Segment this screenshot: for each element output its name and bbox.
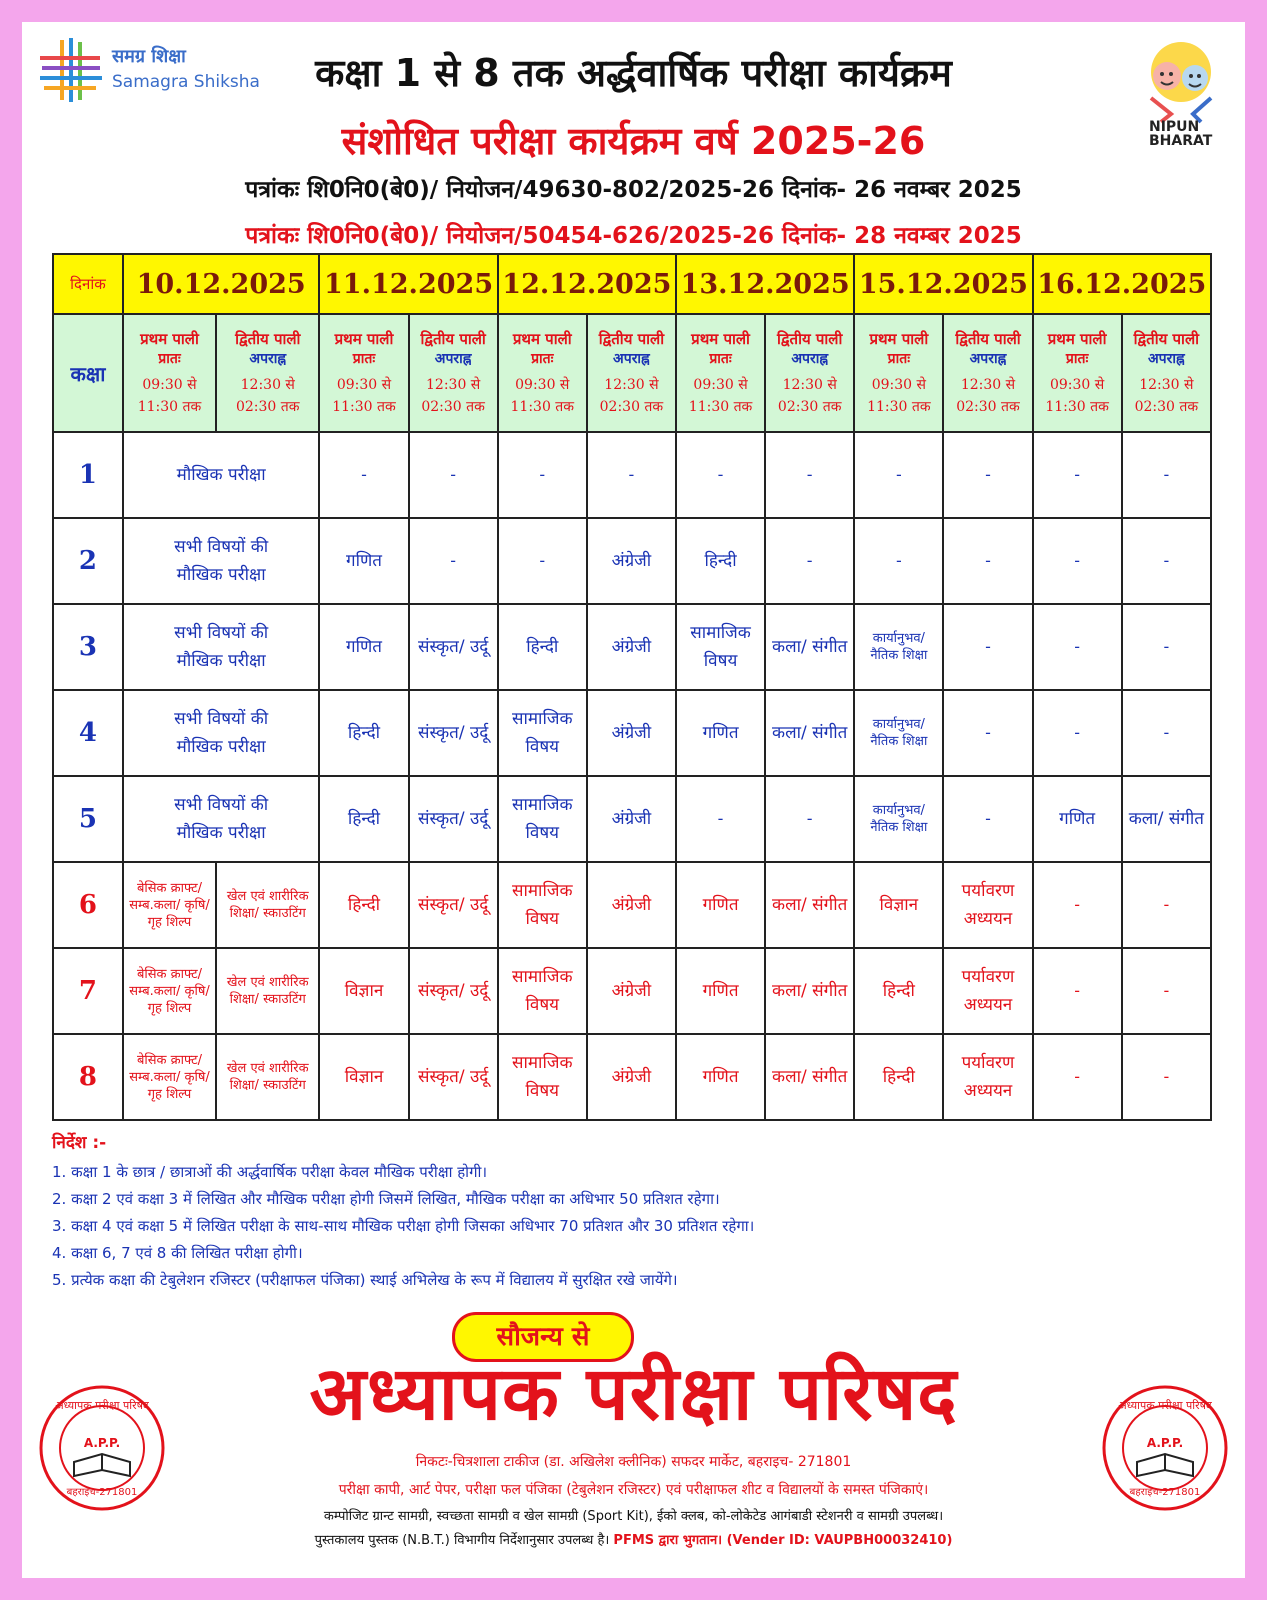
empty-slot: - (943, 432, 1032, 518)
empty-slot: - (1122, 690, 1211, 776)
shift-time-end: 11:30 तक (1045, 398, 1109, 415)
subject-cell: सामाजिक विषय (498, 690, 587, 776)
subject-cell: अंग्रेजी (587, 604, 676, 690)
materials-line: कम्पोजिट ग्रान्ट सामग्री, स्वच्छता सामग्री व खेल सामग्री (Sport Kit), ईको क्लब, को-लोकेटेड आगंबाडी स्टेशनरी व सामग्री उपलब्ध। (323, 1509, 944, 1524)
subject-cell: अंग्रेजी (587, 776, 676, 862)
empty-slot: - (765, 432, 854, 518)
empty-slot: - (1033, 432, 1122, 518)
shift-name: प्रथम पाली (1047, 329, 1107, 348)
shift-time (679, 374, 762, 418)
subject-cell: सामाजिक विषय (498, 776, 587, 862)
empty-slot: - (943, 604, 1032, 690)
class-row (53, 1034, 1211, 1120)
shift-time (857, 374, 940, 418)
shift-time-start: 12:30 से (782, 376, 837, 393)
subject-cell: पर्यावरण अध्ययन (943, 948, 1032, 1034)
subject-cell: गणित (1033, 776, 1122, 862)
subject-cell: गणित (319, 604, 408, 690)
subject-cell: हिन्दी (319, 776, 408, 862)
empty-slot: - (498, 432, 587, 518)
page-subtitle: संशोधित परीक्षा कार्यक्रम वर्ष 2025-26 (341, 119, 926, 163)
subject-cell: विज्ञान (854, 862, 943, 948)
empty-slot: - (1033, 518, 1122, 604)
library-text: पुस्तकालय पुस्तक (N.B.T.) विभागीय निर्देशानुसार उपलब्ध है। (314, 1533, 610, 1548)
shift-time (219, 374, 316, 418)
oral-exam-cell: मौखिक परीक्षा (123, 432, 320, 518)
shift-name: द्वितीय पाली (598, 329, 665, 348)
shift-time-start: 09:30 से (142, 376, 197, 393)
empty-slot: - (319, 432, 408, 518)
empty-slot: - (854, 518, 943, 604)
logo-english-text: Samagra Shiksha (112, 72, 260, 92)
class-number: 6 (53, 862, 123, 948)
shift-period: अपराह्न (613, 350, 650, 367)
empty-slot: - (1122, 432, 1211, 518)
subject-cell: सामाजिक विषय (498, 862, 587, 948)
craft-subject-cell: बेसिक क्राफ्ट/ सम्ब.कला/ कृषि/ गृह शिल्प (123, 862, 216, 948)
sports-subject-cell: खेल एवं शारीरिक शिक्षा/ स्काउटिंग (216, 948, 319, 1034)
subject-cell: हिन्दी (319, 690, 408, 776)
subject-cell: कला/ संगीत (765, 690, 854, 776)
instruction-item: 2. कक्षा 2 एवं कक्षा 3 में लिखित और मौखिक परीक्षा होगी जिसमें लिखित, मौखिक परीक्षा का अधिभार 50 प्रतिशत रहेगा। (52, 1190, 720, 1208)
shift-time (501, 374, 584, 418)
subject-cell: विज्ञान (319, 948, 408, 1034)
date-label: दिनांक (53, 254, 123, 314)
subject-cell: अंग्रेजी (587, 690, 676, 776)
shift-time-end: 02:30 तक (235, 398, 300, 415)
empty-slot: - (676, 432, 765, 518)
subject-cell: कला/ संगीत (765, 1034, 854, 1120)
class-number: 1 (53, 432, 123, 518)
products-line: परीक्षा कापी, आर्ट पेपर, परीक्षा फल पंजिका (टेबुलेशन रजिस्टर) एवं परीक्षाफल शीट व विद्यालयों के समस्त पंजिकाएं। (338, 1482, 929, 1498)
instruction-item: 3. कक्षा 4 एवं कक्षा 5 में लिखित परीक्षा के साथ-साथ मौखिक परीक्षा होगी जिसका अधिभार 70 प्रतिशत और 30 प्रतिशत रहेगा। (52, 1217, 755, 1235)
shift-period: अपराह्न (249, 350, 287, 367)
exam-schedule-table (52, 253, 1212, 1121)
date-cell: 16.12.2025 (1033, 254, 1211, 314)
pfms-text: PFMS द्वारा भुगतान। (Vender ID: VAUPBH00032410) (613, 1533, 953, 1548)
first-shift-header (498, 314, 587, 432)
shift-time-start: 09:30 से (1049, 376, 1105, 393)
reference-line-2: पत्रांकः शि0नि0(बे0)/ नियोजन/50454-626/2025-26 दिनांक- 28 नवम्बर 2025 (245, 223, 1022, 249)
sports-subject-cell: खेल एवं शारीरिक शिक्षा/ स्काउटिंग (216, 862, 319, 948)
shift-time (412, 374, 495, 418)
oral-exam-cell: सभी विषयों की मौखिक परीक्षा (123, 604, 320, 690)
subject-cell: हिन्दी (319, 862, 408, 948)
subject-cell: पर्यावरण अध्ययन (943, 862, 1032, 948)
shift-period: अपराह्न (1147, 350, 1185, 367)
subject-cell: हिन्दी (676, 518, 765, 604)
class-number: 2 (53, 518, 123, 604)
empty-slot: - (587, 432, 676, 518)
class-number: 4 (53, 690, 123, 776)
shift-name: द्वितीय पाली (235, 329, 301, 348)
subject-cell: कला/ संगीत (1122, 776, 1211, 862)
class-row (53, 948, 1211, 1034)
subject-cell: कला/ संगीत (765, 948, 854, 1034)
subject-cell: पर्यावरण अध्ययन (943, 1034, 1032, 1120)
shift-time-end: 02:30 तक (1134, 398, 1199, 415)
shift-period: अपराह्न (791, 350, 829, 367)
craft-subject-cell: बेसिक क्राफ्ट/ सम्ब.कला/ कृषि/ गृह शिल्प (123, 1034, 216, 1120)
subject-cell: अंग्रेजी (587, 862, 676, 948)
shift-period: प्रातः (1065, 350, 1089, 367)
oral-exam-cell: सभी विषयों की मौखिक परीक्षा (123, 518, 320, 604)
shift-time (322, 374, 405, 418)
instruction-item: 1. कक्षा 1 के छात्र / छात्राओं की अर्द्धवार्षिक परीक्षा केवल मौखिक परीक्षा होगी। (52, 1163, 488, 1181)
empty-slot: - (765, 776, 854, 862)
subject-cell: संस्कृत/ उर्दू (409, 1034, 498, 1120)
date-cell: 10.12.2025 (123, 254, 320, 314)
shift-time-start: 12:30 से (240, 376, 295, 393)
subject-cell: हिन्दी (854, 1034, 943, 1120)
subject-cell: कार्यानुभव/ नैतिक शिक्षा (854, 604, 943, 690)
class-number: 8 (53, 1034, 123, 1120)
oral-exam-cell: सभी विषयों की मौखिक परीक्षा (123, 776, 320, 862)
shift-name: प्रथम पाली (140, 329, 199, 348)
class-row (53, 432, 1211, 518)
empty-slot: - (1122, 1034, 1211, 1120)
subject-cell: कार्यानुभव/ नैतिक शिक्षा (854, 690, 943, 776)
class-label: कक्षा (53, 314, 123, 432)
subject-cell: अंग्रेजी (587, 518, 676, 604)
subject-cell: संस्कृत/ उर्दू (409, 948, 498, 1034)
shift-time-start: 12:30 से (426, 376, 481, 393)
library-line (22, 1530, 1245, 1548)
empty-slot: - (943, 518, 1032, 604)
class-number: 7 (53, 948, 123, 1034)
empty-slot: - (1033, 1034, 1122, 1120)
shift-time-end: 11:30 तक (510, 398, 575, 415)
shift-name: द्वितीय पाली (420, 329, 486, 348)
shift-time (1125, 374, 1208, 418)
subject-cell: हिन्दी (498, 604, 587, 690)
subject-cell: अंग्रेजी (587, 1034, 676, 1120)
shift-time-end: 11:30 तक (332, 398, 396, 415)
empty-slot: - (409, 432, 498, 518)
subject-cell: संस्कृत/ उर्दू (409, 862, 498, 948)
shift-period: प्रातः (887, 350, 911, 367)
empty-slot: - (943, 690, 1032, 776)
shift-time-start: 09:30 से (515, 376, 570, 393)
org-seal-left: अध्यापक परीक्षा परिषद A.P.P. बहराइच-271801 (38, 1384, 166, 1512)
reference-line-1: पत्रांकः शि0नि0(बे0)/ नियोजन/49630-802/2025-26 दिनांक- 26 नवम्बर 2025 (245, 177, 1022, 203)
subject-cell: सामाजिक विषय (498, 1034, 587, 1120)
shift-period: प्रातः (352, 350, 376, 367)
shift-period: अपराह्न (969, 350, 1007, 367)
class-row (53, 518, 1211, 604)
shift-name: द्वितीय पाली (1133, 329, 1199, 348)
first-shift-header (123, 314, 216, 432)
instruction-item: 5. प्रत्येक कक्षा की टेबुलेशन रजिस्टर (परीक्षाफल पंजिका) स्थाई अभिलेख के रूप में विद्यालय में सुरक्षित रखे जायेंगे। (52, 1271, 678, 1289)
shift-name: प्रथम पाली (869, 329, 929, 348)
shift-period: प्रातः (531, 350, 554, 367)
shift-time-end: 02:30 तक (421, 398, 485, 415)
class-row (53, 604, 1211, 690)
instructions (52, 1130, 1232, 1294)
page-title: कक्षा 1 से 8 तक अर्द्धवार्षिक परीक्षा कार्यक्रम (315, 51, 952, 95)
empty-slot: - (1033, 604, 1122, 690)
shift-period: अपराह्न (434, 350, 472, 367)
sports-subject-cell: खेल एवं शारीरिक शिक्षा/ स्काउटिंग (216, 1034, 319, 1120)
subject-cell: हिन्दी (854, 948, 943, 1034)
shift-time-start: 12:30 से (960, 376, 1016, 393)
logo-hindi-text: समग्र शिक्षा (112, 46, 186, 67)
shift-time-start: 12:30 से (604, 376, 659, 393)
subject-cell: अंग्रेजी (587, 948, 676, 1034)
class-number: 5 (53, 776, 123, 862)
second-shift-header (943, 314, 1032, 432)
shift-time-end: 11:30 तक (867, 398, 931, 415)
address-line: निकटः-चित्रशाला टाकीज (डा. अखिलेश क्लीनिक) सफदर मार्केट, बहराइच- 271801 (415, 1454, 852, 1470)
shift-time (126, 374, 213, 418)
first-shift-header (854, 314, 943, 432)
shift-time (768, 374, 851, 418)
second-shift-header (409, 314, 498, 432)
shift-time (946, 374, 1029, 418)
oral-exam-cell: सभी विषयों की मौखिक परीक्षा (123, 690, 320, 776)
shift-row (53, 314, 1211, 432)
subject-cell: सामाजिक विषय (676, 604, 765, 690)
shift-period: प्रातः (709, 350, 732, 367)
shift-time-start: 09:30 से (871, 376, 926, 393)
shift-time-end: 11:30 तक (137, 398, 202, 415)
shift-name: प्रथम पाली (334, 329, 394, 348)
shift-time-end: 11:30 तक (688, 398, 753, 415)
empty-slot: - (1033, 862, 1122, 948)
subject-cell: कार्यानुभव/ नैतिक शिक्षा (854, 776, 943, 862)
subject-cell: गणित (676, 862, 765, 948)
empty-slot: - (1122, 948, 1211, 1034)
date-row (53, 254, 1211, 314)
shift-name: द्वितीय पाली (777, 329, 843, 348)
subject-cell: गणित (676, 1034, 765, 1120)
date-cell: 12.12.2025 (498, 254, 676, 314)
empty-slot: - (409, 518, 498, 604)
nipun-text: NIPUN BHARAT (1149, 119, 1213, 149)
second-shift-header (587, 314, 676, 432)
organization-name: अध्यापक परीक्षा परिषद (309, 1351, 958, 1437)
subject-cell: गणित (319, 518, 408, 604)
empty-slot: - (676, 776, 765, 862)
empty-slot: - (943, 776, 1032, 862)
shift-name: प्रथम पाली (512, 329, 572, 348)
subject-cell: संस्कृत/ उर्दू (409, 690, 498, 776)
class-row (53, 862, 1211, 948)
empty-slot: - (854, 432, 943, 518)
shift-time-end: 02:30 तक (956, 398, 1020, 415)
empty-slot: - (1033, 690, 1122, 776)
shift-time (1036, 374, 1119, 418)
subject-cell: गणित (676, 690, 765, 776)
shift-name: प्रथम पाली (691, 329, 750, 348)
subject-cell: संस्कृत/ उर्दू (409, 776, 498, 862)
first-shift-header (676, 314, 765, 432)
shift-time-end: 02:30 तक (599, 398, 664, 415)
second-shift-header (1122, 314, 1211, 432)
subject-cell: गणित (676, 948, 765, 1034)
second-shift-header (216, 314, 319, 432)
subject-cell: कला/ संगीत (765, 862, 854, 948)
shift-time (590, 374, 673, 418)
empty-slot: - (1122, 862, 1211, 948)
shift-time-end: 02:30 तक (777, 398, 842, 415)
class-row (53, 690, 1211, 776)
shift-time-start: 09:30 से (693, 376, 748, 393)
empty-slot: - (1033, 948, 1122, 1034)
class-number: 3 (53, 604, 123, 690)
first-shift-header (1033, 314, 1122, 432)
empty-slot: - (1122, 518, 1211, 604)
date-cell: 13.12.2025 (676, 254, 854, 314)
shift-period: प्रातः (158, 350, 181, 367)
subject-cell: संस्कृत/ उर्दू (409, 604, 498, 690)
subject-cell: कला/ संगीत (765, 604, 854, 690)
craft-subject-cell: बेसिक क्राफ्ट/ सम्ब.कला/ कृषि/ गृह शिल्प (123, 948, 216, 1034)
date-cell: 15.12.2025 (854, 254, 1032, 314)
org-seal-right: अध्यापक परीक्षा परिषद A.P.P. बहराइच-271801 (1101, 1384, 1229, 1512)
courtesy-badge: सौजन्य से (452, 1312, 634, 1362)
first-shift-header (319, 314, 408, 432)
instruction-item: 4. कक्षा 6, 7 एवं 8 की लिखित परीक्षा होगी। (52, 1244, 303, 1262)
shift-name: द्वितीय पाली (955, 329, 1021, 348)
subject-cell: सामाजिक विषय (498, 948, 587, 1034)
second-shift-header (765, 314, 854, 432)
page (22, 22, 1245, 1578)
shift-time-start: 12:30 से (1139, 376, 1194, 393)
class-row (53, 776, 1211, 862)
shift-time-start: 09:30 से (336, 376, 392, 393)
instructions-heading: निर्देश :- (52, 1133, 107, 1153)
empty-slot: - (765, 518, 854, 604)
subject-cell: विज्ञान (319, 1034, 408, 1120)
empty-slot: - (498, 518, 587, 604)
date-cell: 11.12.2025 (319, 254, 497, 314)
empty-slot: - (1122, 604, 1211, 690)
